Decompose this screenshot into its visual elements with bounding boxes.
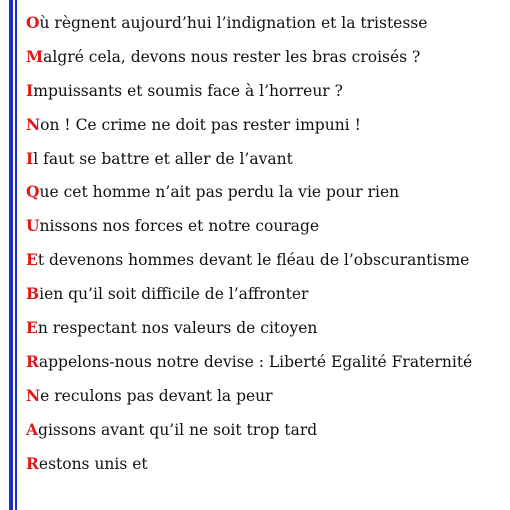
poem-line	[26, 108, 506, 142]
line-initial: A	[26, 419, 39, 439]
poem-line	[26, 40, 506, 74]
poem-line	[26, 277, 506, 311]
line-text: appelons-nous notre devise : Liberté Egalité Fraternité	[38, 352, 473, 371]
line-text: mpuissants et soumis face à l’horreur ?	[33, 81, 343, 100]
line-text: nissons nos forces et notre courage	[39, 217, 320, 236]
line-initial: I	[26, 80, 34, 100]
line-text: on ! Ce crime ne doit pas rester impuni !	[40, 115, 361, 134]
poem-line	[26, 379, 506, 413]
line-text: t devenons hommes devant le fléau de l’obscurantisme	[37, 251, 470, 270]
poem-line	[26, 243, 506, 277]
poem-line	[26, 413, 506, 447]
poem-line	[26, 142, 506, 176]
line-initial: M	[26, 46, 44, 66]
poem-line	[26, 6, 506, 40]
poem-line	[26, 175, 506, 209]
left-border-thick	[9, 0, 13, 510]
line-text: ue cet homme n’ait pas perdu la vie pour rien	[39, 183, 400, 202]
line-initial: N	[26, 385, 41, 405]
line-initial: R	[26, 351, 39, 371]
line-initial: E	[26, 250, 38, 270]
poem-line	[26, 447, 506, 481]
line-initial: E	[26, 318, 38, 338]
line-text: e reculons pas devant la peur	[40, 386, 273, 405]
line-initial: U	[26, 216, 40, 236]
line-text: gissons avant qu’il ne soit trop tard	[38, 420, 318, 439]
line-text: ù règnent aujourd’hui l’indignation et la tristesse	[39, 14, 428, 32]
line-initial: O	[26, 13, 40, 32]
poem-line	[26, 209, 506, 243]
left-border-thin	[15, 0, 17, 510]
line-initial: Q	[26, 182, 40, 202]
line-text: algré cela, devons nous rester les bras croisés ?	[43, 47, 421, 66]
poem-line	[26, 74, 506, 108]
line-initial: B	[26, 284, 40, 304]
line-text: estons unis et	[38, 454, 148, 473]
poem-line	[26, 311, 506, 345]
line-initial: I	[26, 148, 34, 168]
line-initial: N	[26, 114, 41, 134]
line-initial: R	[26, 453, 39, 473]
line-text: ien qu’il soit difficile de l’affronter	[39, 285, 309, 304]
line-text: n respectant nos valeurs de citoyen	[37, 319, 318, 338]
poem-line	[26, 345, 506, 379]
line-text: l faut se battre et aller de l’avant	[33, 149, 293, 168]
poem	[26, 6, 506, 480]
